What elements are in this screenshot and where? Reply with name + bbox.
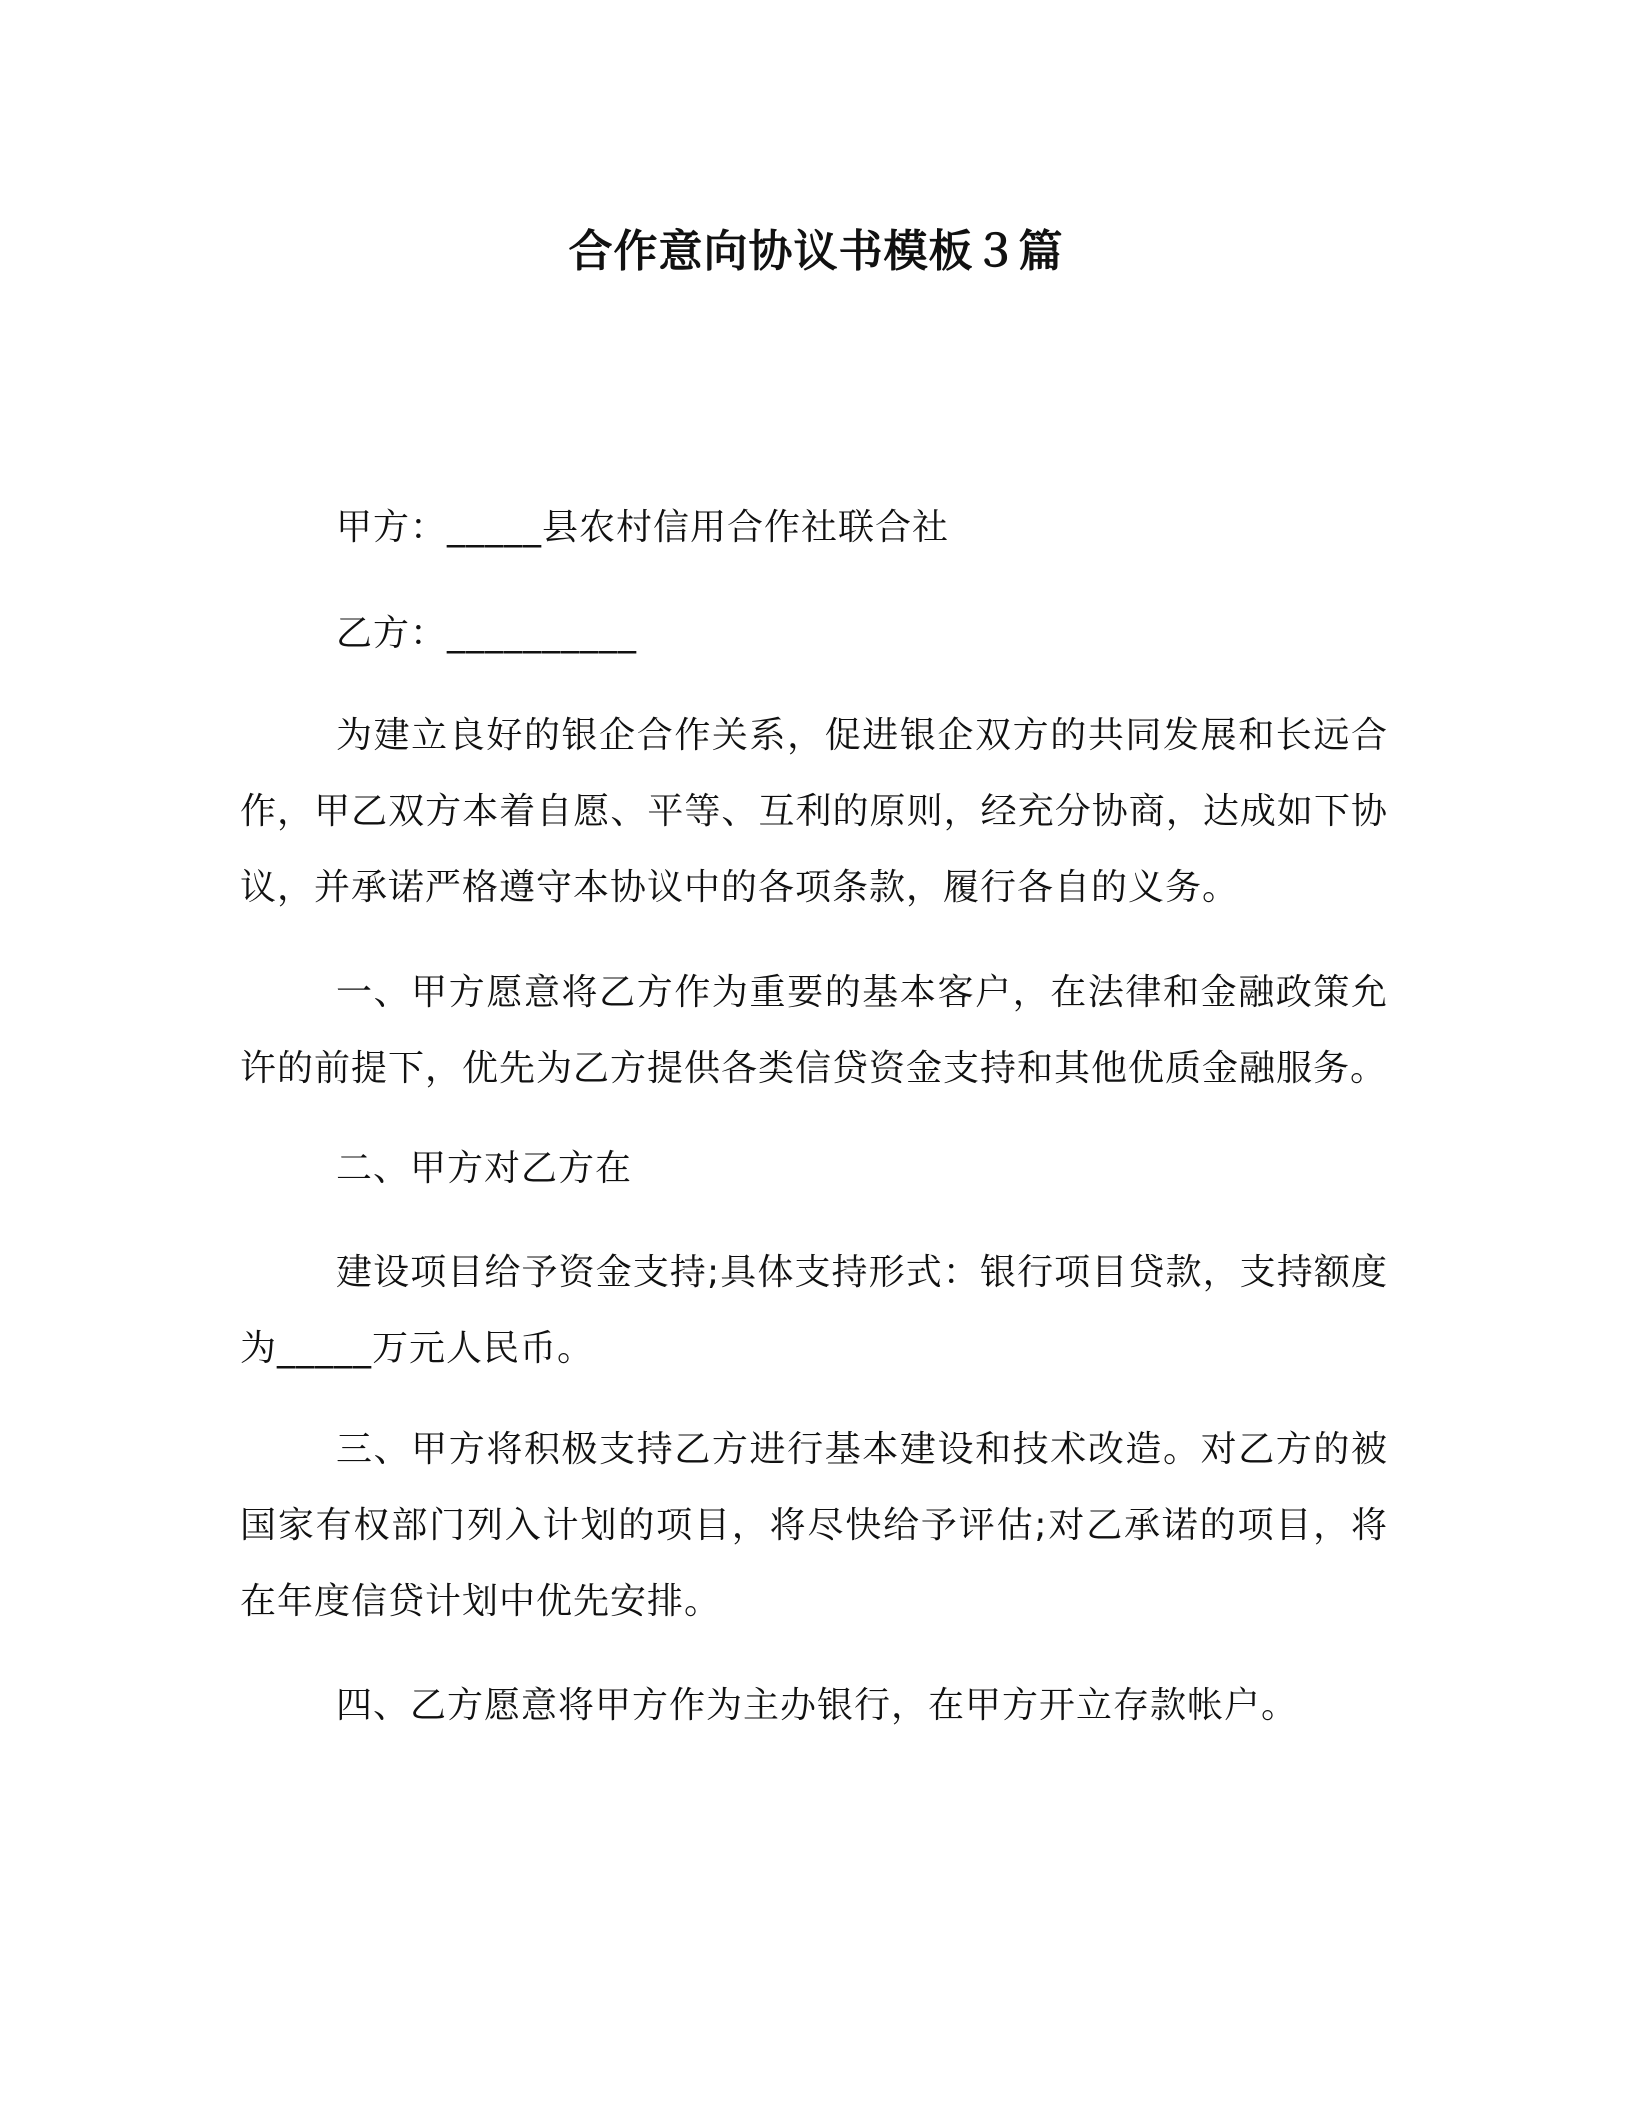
clause-2-heading-line: 二、甲方对乙方在 [336, 1148, 633, 1189]
preamble-paragraph: 为建立良好的银企合作关系，促进银企双方的共同发展和长远合作，甲乙双方本着自愿、平等、互利的原则，经充分协商，达成如下协议，并承诺严格遵守本协议中的各项条款，履行各自的义务。 [240, 715, 1388, 908]
document-title: 合作意向协议书模板３篇 [568, 226, 1064, 277]
clause-1-paragraph: 一、甲方愿意将乙方作为重要的基本客户，在法律和金融政策允许的前提下，优先为乙方提供各类信贷资金支持和其他优质金融服务。 [240, 972, 1388, 1089]
clause-4-paragraph: 四、乙方愿意将甲方作为主办银行，在甲方开立存款帐户。 [336, 1685, 1299, 1726]
party-a-line: 甲方：_____县农村信用合作社联合社 [336, 507, 950, 548]
party-b-line: 乙方：__________ [336, 613, 638, 654]
clause-3-paragraph: 三、甲方将积极支持乙方进行基本建设和技术改造。对乙方的被国家有权部门列入计划的项目，将尽快给予评估;对乙承诺的项目，将在年度信贷计划中优先安排。 [240, 1429, 1388, 1622]
clause-2-paragraph: 建设项目给予资金支持;具体支持形式：银行项目贷款，支持额度为_____万元人民币。 [240, 1252, 1388, 1369]
